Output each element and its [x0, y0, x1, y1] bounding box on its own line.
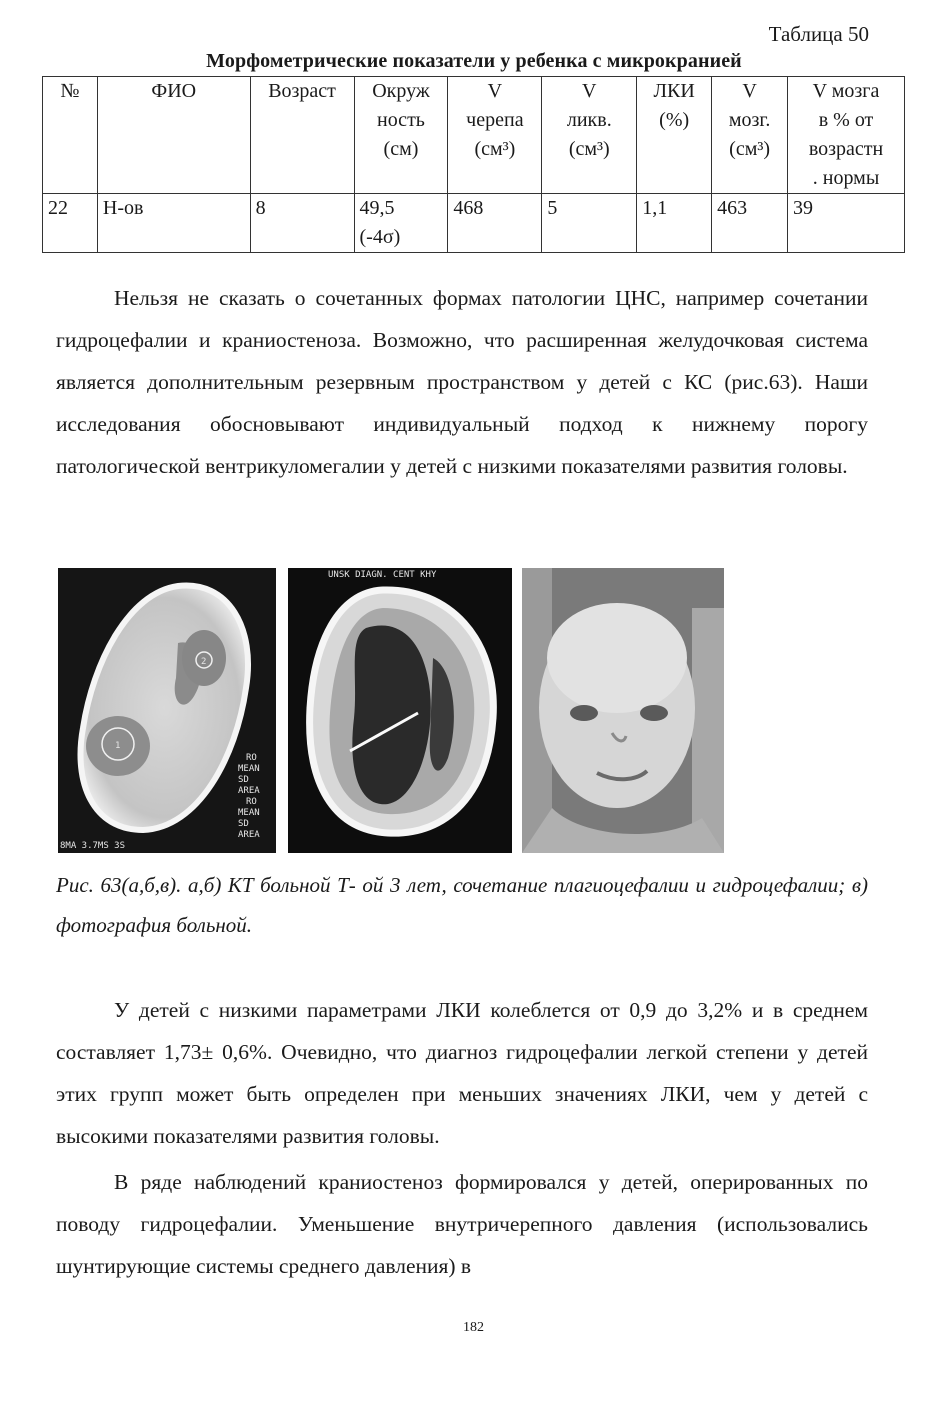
header-circumference: Окруж ность (см): [354, 77, 448, 194]
ct-side-label: MEAN: [238, 764, 260, 774]
cell-number: 22: [43, 194, 98, 253]
header-number: №: [43, 77, 98, 194]
ct-top-text: UNSK DIAGN. CENT KHY: [328, 570, 437, 580]
header-brain-percent: V мозга в % от возрастн . нормы: [788, 77, 905, 194]
cell-lki: 1,1: [637, 194, 712, 253]
patient-photo: [522, 568, 724, 853]
table-header-row: [43, 77, 905, 194]
ct-side-label: RO: [246, 753, 257, 763]
cell-brain-percent: 39: [788, 194, 905, 253]
morphometry-table: [42, 76, 905, 253]
cell-skull-volume: 468: [448, 194, 542, 253]
paragraph-craniostenosis: В ряде наблюдений краниостеноз формировался у детей, оперированных по поводу гидроцефалии. Уменьшение внутричерепного давления (использовались шунтирующие системы среднего давления) в: [56, 1170, 868, 1278]
ct-scan-image-a: [58, 568, 276, 853]
header-age: Возраст: [250, 77, 354, 194]
ct-side-label: AREA: [238, 830, 260, 840]
header-skull-volume: V черепа (см³): [448, 77, 542, 194]
ct-side-label: MEAN: [238, 808, 260, 818]
header-name: ФИО: [97, 77, 250, 194]
header-brain-volume: V мозг. (см³): [712, 77, 788, 194]
page-number: 182: [463, 1320, 484, 1335]
cell-brain-volume: 463: [712, 194, 788, 253]
ct-side-label: SD: [238, 819, 249, 829]
paragraph-lki-values: У детей с низкими параметрами ЛКИ колеблется от 0,9 до 3,2% и в среднем составляет 1,73± 0,6%. Очевидно, что диагноз гидроцефалии легкой степени у детей этих групп может быть определен при меньших значениях ЛКИ, чем у детей с высокими показателями развития головы.: [56, 998, 868, 1148]
ct-scan-image-b: [288, 568, 512, 853]
ct-side-label: RO: [246, 797, 257, 807]
cell-circumference: 49,5 (-4σ): [354, 194, 448, 253]
ct-side-label: AREA: [238, 786, 260, 796]
cell-csf-volume: 5: [542, 194, 637, 253]
table-number: Таблица 50: [768, 22, 869, 46]
roi-label-1: 1: [115, 741, 121, 751]
ct-bottom-text: 8MA 3.7MS 3S: [60, 841, 126, 851]
header-csf-volume: V ликв. (см³): [542, 77, 637, 194]
roi-label-2: 2: [201, 657, 207, 667]
figure-caption: Рис. 63(а,б,в). а,б) КТ больной Т- ой 3 лет, сочетание плагиоцефалии и гидроцефалии; в) фотография больной.: [56, 873, 868, 937]
cell-age: 8: [250, 194, 354, 253]
table-row: [43, 194, 905, 253]
paragraph-combined-pathology: Нельзя не сказать о сочетанных формах патологии ЦНС, например сочетании гидроцефалии и краниостеноза. Возможно, что расширенная желудочковая система является дополнительным резервным пространством у детей с КС (рис.63). Наши исследования обосновывают индивидуальный подход к нижнему порогу патологической вентрикуломегалии у детей с низкими показателями развития головы.: [56, 286, 868, 478]
table-title: Морфометрические показатели у ребенка с микрокранией: [206, 50, 742, 72]
ct-side-label: SD: [238, 775, 249, 785]
header-lki: ЛКИ (%): [637, 77, 712, 194]
cell-name: Н-ов: [97, 194, 250, 253]
